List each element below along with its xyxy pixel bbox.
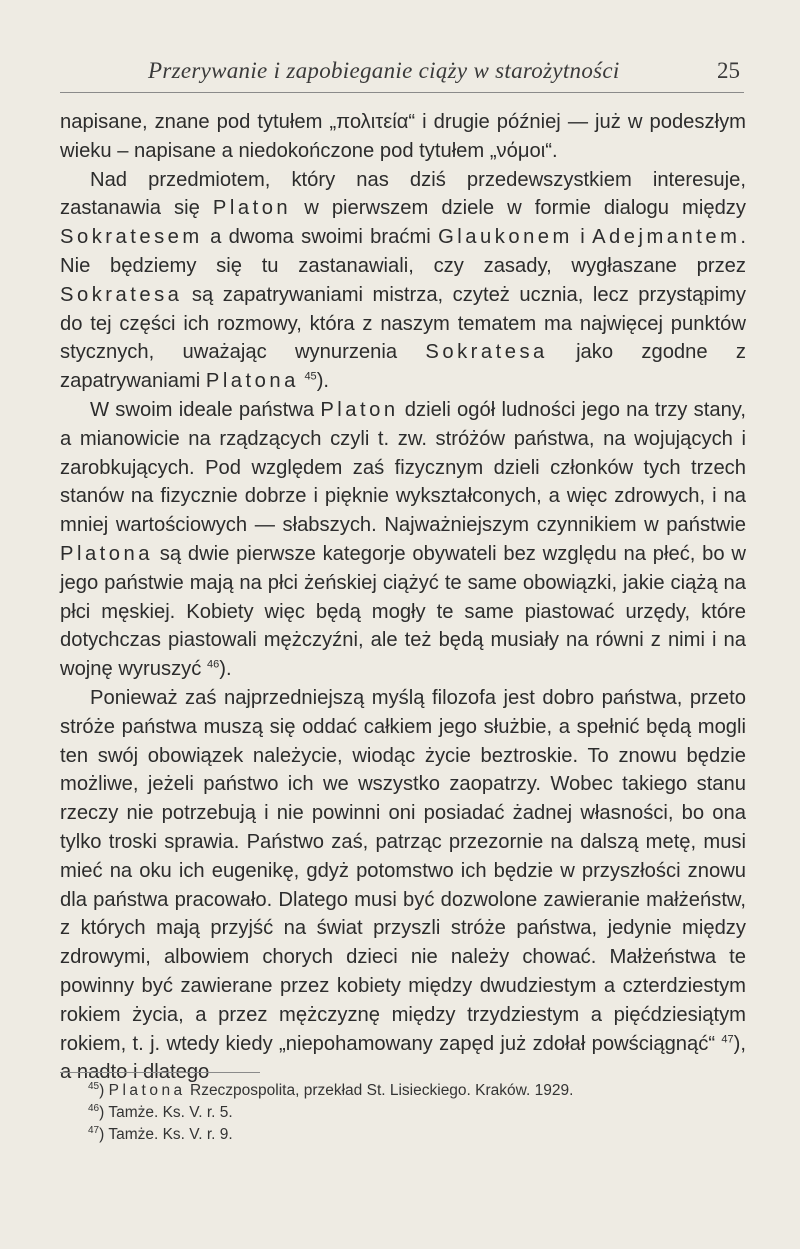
footnote-author: Platona	[108, 1082, 186, 1099]
running-header	[148, 58, 740, 88]
footnote-paren: )	[99, 1082, 105, 1099]
footnote-47	[88, 1124, 738, 1146]
paragraph-1	[60, 108, 746, 166]
footnotes	[88, 1080, 738, 1146]
footnote-ref: 45	[304, 370, 317, 383]
spaced-name: Adejmantem	[592, 226, 741, 249]
text-run: a dwoma swoimi braćmi	[202, 226, 439, 249]
paragraph-4	[60, 684, 746, 1087]
page-number: 25	[717, 58, 740, 83]
running-title: Przerywanie i zapobieganie ciąży w starożytności	[148, 58, 620, 83]
spaced-name: Sokratesem	[60, 226, 203, 249]
footnote-paren: )	[99, 1126, 105, 1143]
footnote-46	[88, 1102, 738, 1124]
footnote-45	[88, 1080, 738, 1102]
text-run: w pierwszem dziele w formie dialogu między	[291, 197, 746, 220]
text-run: jako zgodne z zapatrywaniami	[60, 341, 746, 393]
main-text	[60, 108, 746, 1087]
spaced-name: Sokratesa	[425, 341, 548, 364]
footnote-rule	[60, 1072, 260, 1073]
spaced-name: Platona	[60, 542, 153, 565]
footnote-paren: )	[99, 1104, 105, 1121]
spaced-name: Platona	[205, 370, 299, 393]
spaced-name: Platon	[212, 197, 292, 220]
spaced-name: Sokratesa	[60, 283, 183, 306]
footnote-number: 47	[88, 1124, 100, 1136]
paragraph-2	[60, 166, 746, 396]
spaced-name: Platon	[320, 398, 399, 421]
text-run: . Nie będziemy się tu zastanawiali, czy zasady, wygłaszane przez	[60, 226, 746, 277]
text-run: ).	[219, 658, 232, 681]
paragraph-3	[60, 396, 746, 684]
footnote-text: Tamże. Ks. V. r. 5.	[108, 1104, 233, 1121]
text-run: są zapatrywaniami mistrza, czyteż ucznia, lecz przystąpimy do tej części ich rozmowy, która z naszym tematem ma najwięcej punktów stycznych, uważając wynurzenia	[60, 283, 746, 364]
footnote-text: Tamże. Ks. V. r. 9.	[108, 1126, 233, 1143]
spaced-name: Glaukonem	[438, 226, 573, 249]
header-rule	[60, 92, 744, 93]
footnote-ref: 46	[206, 658, 220, 671]
text-run: W swoim ideale państwa	[90, 398, 321, 421]
footnote-ref: 47	[721, 1032, 734, 1045]
text-run: i	[572, 226, 593, 249]
text-run: ).	[316, 370, 330, 393]
footnote-number: 45	[88, 1080, 100, 1092]
footnote-number: 46	[88, 1102, 100, 1114]
text-run: ), a nadto i dlatego	[60, 1032, 746, 1084]
text-run: dzieli ogół ludności jego na trzy stany, a mianowicie na rządzących czyli t. zw. stróżów państwa, na wojujących i zarobkujących. Pod względem zaś fizycznym dzieli członków tych trzech stanów na fizycznie dobrze i pięknie wykształconych, a więc zdrowych, i na mniej wartościowych — słabszych. Najważniejszym czynnikiem w państwie	[60, 398, 747, 537]
text-run: Nad przedmiotem, który nas dziś przedewszystkiem interesuje, zastanawia się	[60, 168, 746, 220]
footnote-text: Rzeczpospolita, przekład St. Lisieckiego. Kraków. 1929.	[185, 1082, 574, 1099]
text-run: są dwie pierwsze kategorje obywateli bez względu na płeć, bo w jego państwie mają na płci żeńskiej ciążyć te same obowiązki, jakie ciążą na płci męskiej. Kobiety więc będą mogły te same piastować urzędy, które dotychczas piastowali mężczyźni, ale też będą musiały na równi z nimi i na wojnę wyruszyć	[60, 542, 746, 681]
text-run: napisane, znane pod tytułem „πολιτεία“ i drugie później — już w podeszłym wieku – napisane a niedokończone pod tytułem „νόμοι“.	[60, 111, 746, 162]
text-run: Ponieważ zaś najprzedniejszą myślą filozofa jest dobro państwa, przeto stróże państwa muszą się oddać całkiem jego służbie, a spełnić będą mogli ten swój obowiązek należycie, wiodąc życie beztroskie. To znowu będzie możliwe, jeżeli państwo ich we wszystko zaopatrzy. Wobec takiego stanu rzeczy nie potrzebują i nie powinni oni posiadać żadnej własności, bo ona tylko troski sprawia. Państwo zaś, patrząc przezornie na dalszą metę, musi mieć na oku ich eugenikę, gdyż potomstwo ich będzie w przyszłości znowu dla państwa pracowało. Dlatego musi być dozwolone zawieranie małżeństw, z których mają przyjść na świat przyszli stróże państwa, jedynie między zdrowymi, albowiem chorych dzieci nie należy chować. Małżeństwa te powinny być zawierane przez kobiety między dwudziestym a czterdziestym rokiem życia, a przez mężczyznę między trzydziestym a pięćdziesiątym rokiem, t. j. wtedy kiedy „niepohamowany zapęd już zdołał powściągnąć“	[60, 686, 746, 1055]
